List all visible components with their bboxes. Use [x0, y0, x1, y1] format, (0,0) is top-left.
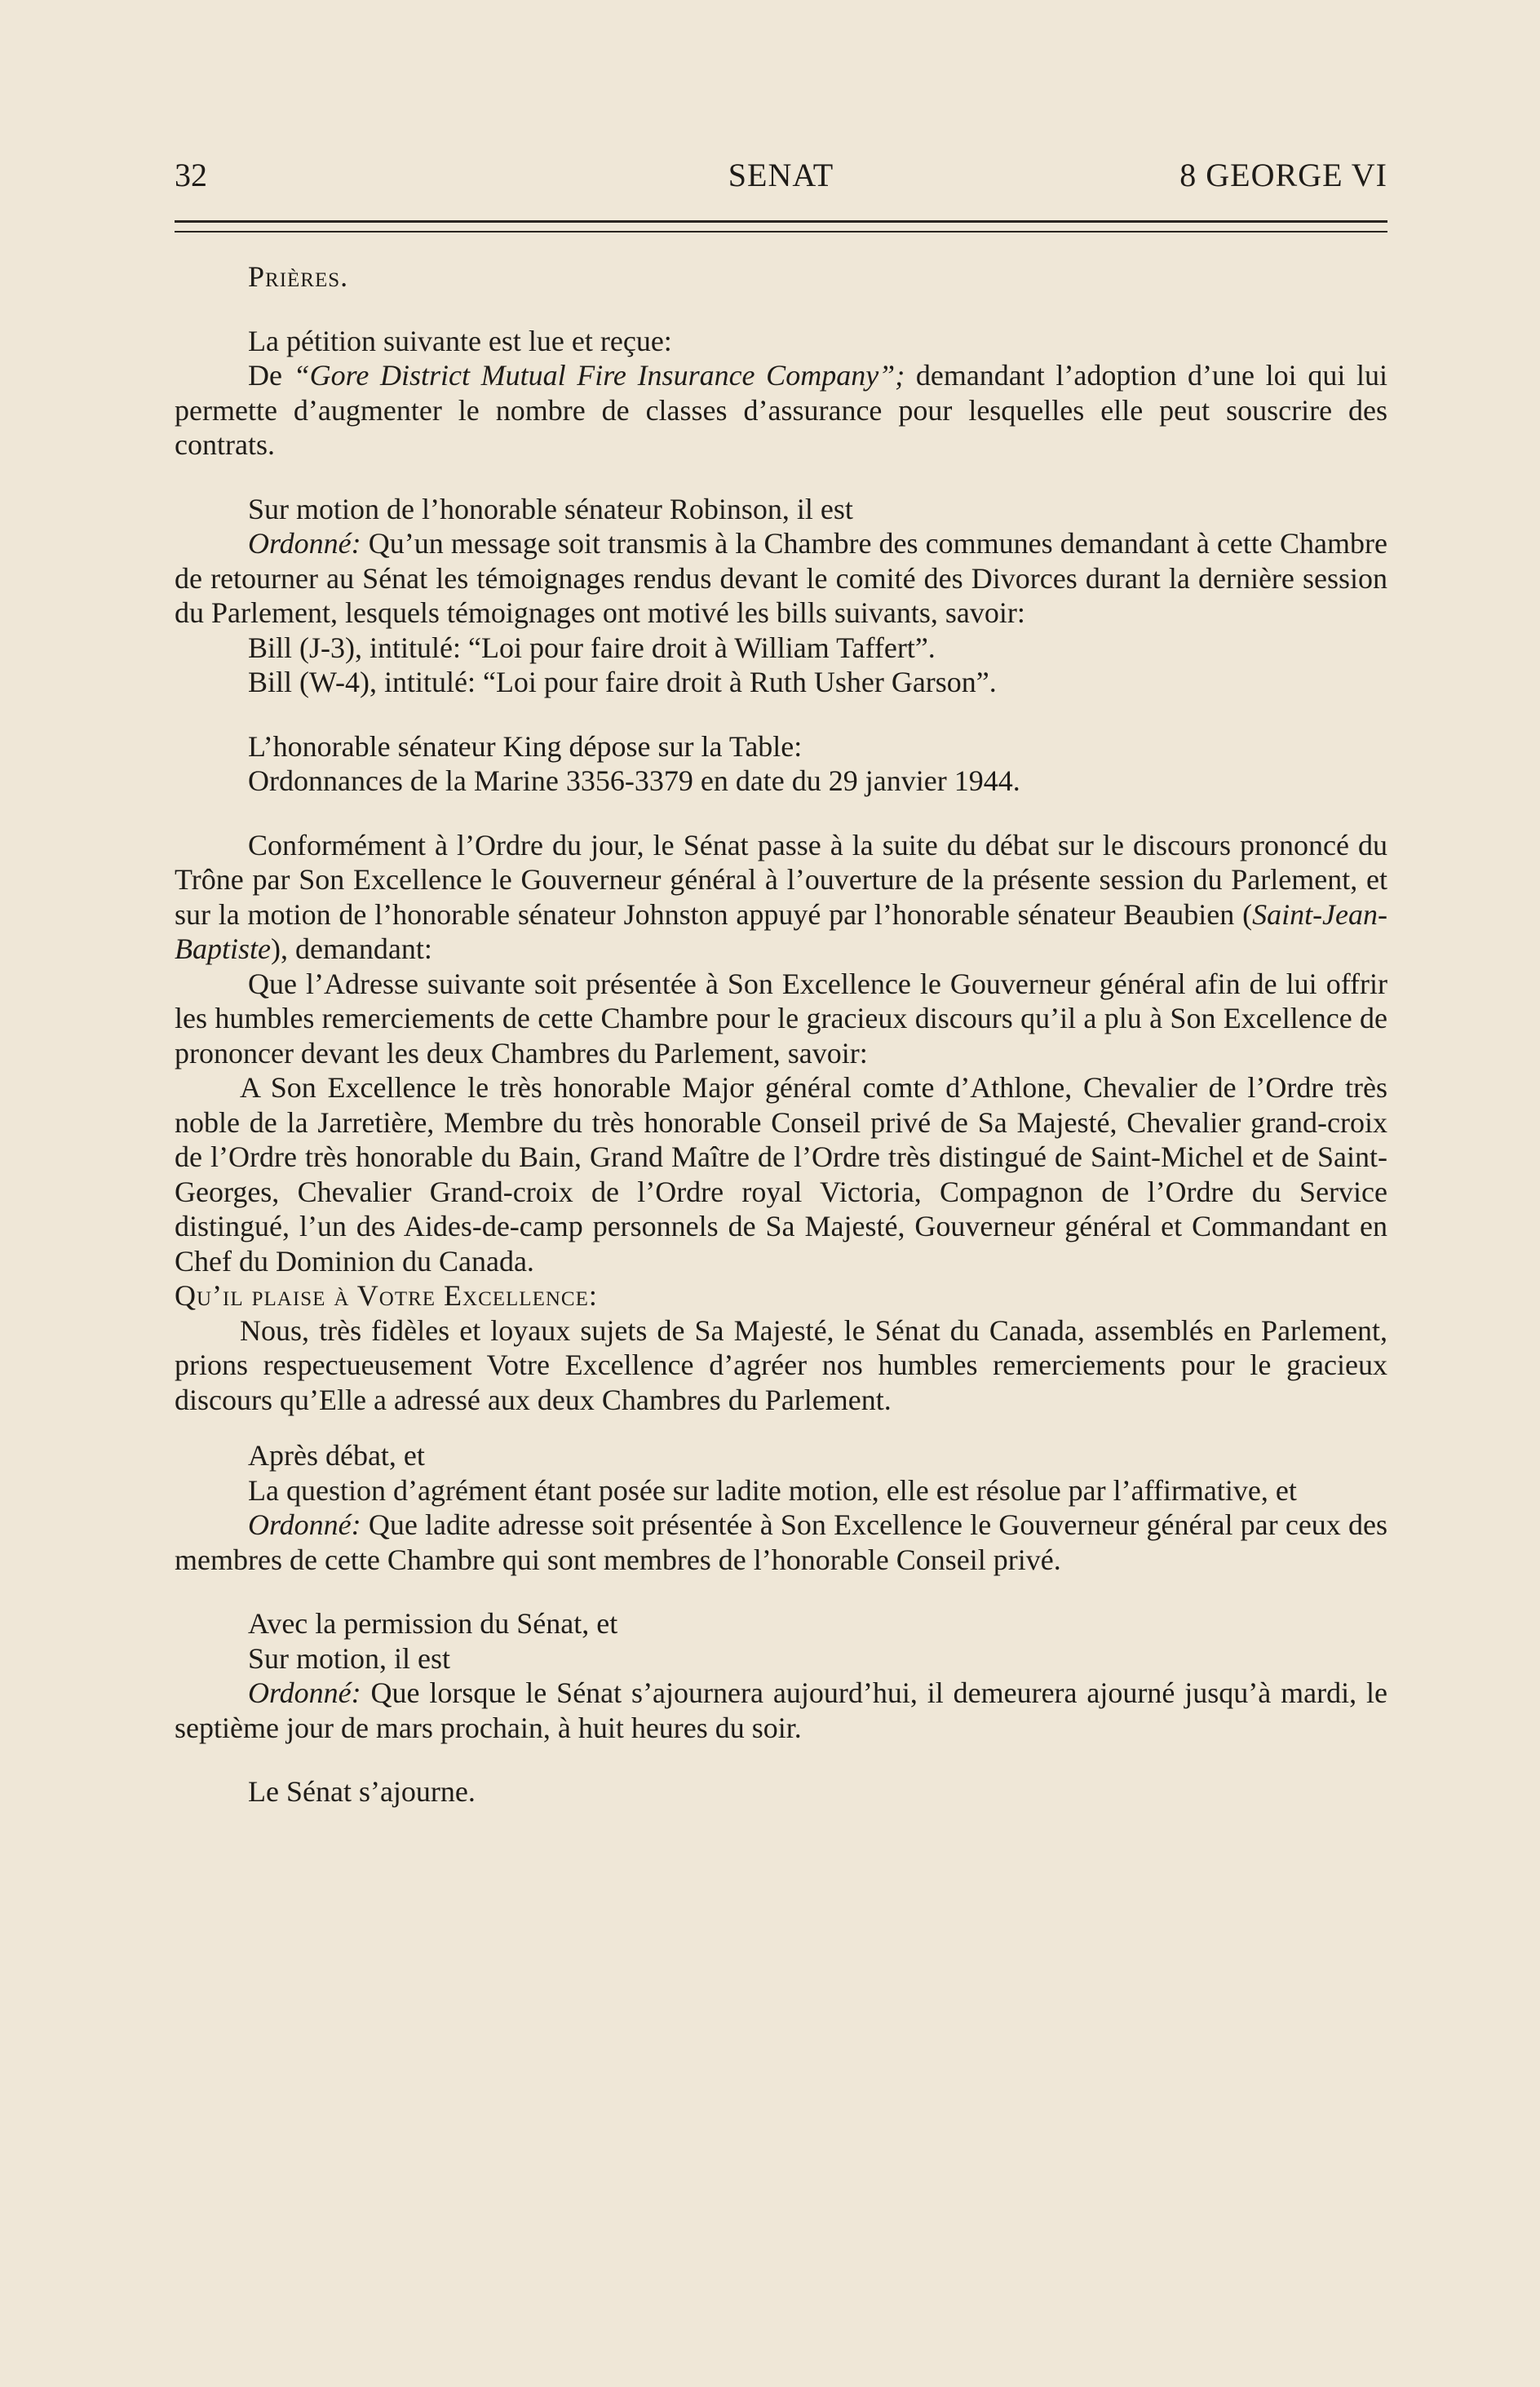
avec-line: Avec la permission du Sénat, et: [248, 1607, 618, 1640]
petition-intro: La pétition suivante est lue et reçue:: [248, 324, 672, 357]
bills-list: [175, 631, 1387, 700]
motion1-intro: Sur motion de l’honorable sénateur Robinson, il est: [248, 492, 853, 525]
ordonne-text: Que ladite adresse soit présentée à Son Excellence le Gouverneur général par ceux des membres de cette Chambre qui sont membres de l’honorable Conseil privé.: [175, 1508, 1387, 1576]
nous-block: Nous, très fidèles et loyaux sujets de Sa Majesté, le Sénat du Canada, assemblés en Parlement, prions respectueusement Votre Excellence d’agréer nos humbles remerciements pour le gracieux discours qu’Elle a adressé aux deux Chambres du Parlement.: [175, 1313, 1387, 1416]
ordonne-label: Ordonné:: [248, 1508, 361, 1541]
ordonne-label: Ordonné:: [248, 1676, 361, 1709]
petition-company: “Gore District Mutual Fire Insurance Company”;: [293, 359, 905, 392]
petition-paragraph: [175, 358, 1387, 463]
page-header: [175, 155, 1387, 196]
debate-paragraph: [175, 828, 1387, 967]
page-title: SENAT: [728, 157, 834, 193]
address-block: A Son Excellence le très honorable Major général comte d’Athlone, Chevalier de l’Ordre très noble de la Jarretière, Membre du très honorable Conseil privé de Sa Majesté, Chevalier grand-croix de l’Ordre très honorable du Bain, Grand Maître de l’Ordre très distingué de Saint-Michel et de Saint-Georges, Chevalier Grand-croix de l’Ordre royal Victoria, Compagnon de l’Ordre du Service distingué, l’un des Aides-de-camp personnels de Sa Majesté, Gouverneur général et Commandant en Chef du Dominion du Canada.: [175, 1071, 1387, 1278]
ordonne-text: Que lorsque le Sénat s’ajournera aujourd’hui, il demeurera ajourné jusqu’à mardi, le septième jour de mars prochain, à huit heures du soir.: [175, 1676, 1387, 1744]
ordonnances-line: Ordonnances de la Marine 3356-3379 en date du 29 janvier 1944.: [248, 764, 1020, 797]
adjourn-ordonne: [175, 1676, 1387, 1745]
ordonne-text: Qu’un message soit transmis à la Chambre des communes demandant à cette Chambre de retourner au Sénat les témoignages rendus devant le comité des Divorces durant la dernière session du Parlement, lesquels témoignages ont motivé les bills suivants, savoir:: [175, 527, 1387, 629]
result-ordonne: [175, 1508, 1387, 1577]
sur-line: Sur motion, il est: [248, 1641, 451, 1675]
king-line: L’honorable sénateur King dépose sur la Table:: [248, 729, 803, 763]
plaise-heading: Qu’il plaise à Votre Excellence:: [175, 1279, 598, 1312]
debate-saint: Saint-Jean-Baptiste: [175, 897, 1387, 965]
final-line: Le Sénat s’ajourne.: [248, 1775, 476, 1808]
header-rule: [175, 220, 1387, 232]
question-paragraph: La question d’agrément étant posée sur ladite motion, elle est résolue par l’affirmative, et: [248, 1473, 1297, 1507]
page-number: 32: [175, 157, 207, 193]
debate-text: Conformément à l’Ordre du jour, le Sénat passe à la suite du débat sur le discours prononcé du Trône par Son Excellence le Gouverneur général à l’ouverture de la présente session du Parlement, et sur la motion de l’honorable sénateur Johnston appuyé par l’honorable sénateur Beaubien (: [175, 828, 1387, 931]
section-prieres: Prières.: [248, 260, 349, 293]
bill-item: Bill (W-4), intitulé: “Loi pour faire droit à Ruth Usher Garson”.: [248, 666, 997, 698]
king-tabling: [175, 729, 1387, 799]
bill-item: Bill (J-3), intitulé: “Loi pour faire droit à William Taffert”.: [248, 631, 936, 664]
debate-after: ), demandant:: [270, 932, 432, 965]
adresse-paragraph: Que l’Adresse suivante soit présentée à Son Excellence le Gouverneur général afin de lui offrir les humbles remerciements de cette Chambre pour le gracieux discours qu’il a plu à Son Excellence de prononcer devant les deux Chambres du Parlement, savoir:: [175, 967, 1387, 1070]
motion1-ordonne: [175, 526, 1387, 631]
petition-text: demandant l’adoption d’une loi qui lui permette d’augmenter le nombre de classes d’assurance pour lesquelles elle peut souscrire des contrats.: [175, 359, 1387, 461]
regnal-year: 8 GEORGE VI: [1179, 157, 1387, 193]
document-body: [175, 259, 1387, 1809]
apres-line: Après débat, et: [248, 1439, 425, 1472]
petition-de: De: [248, 359, 294, 392]
ordonne-label: Ordonné:: [248, 527, 361, 560]
